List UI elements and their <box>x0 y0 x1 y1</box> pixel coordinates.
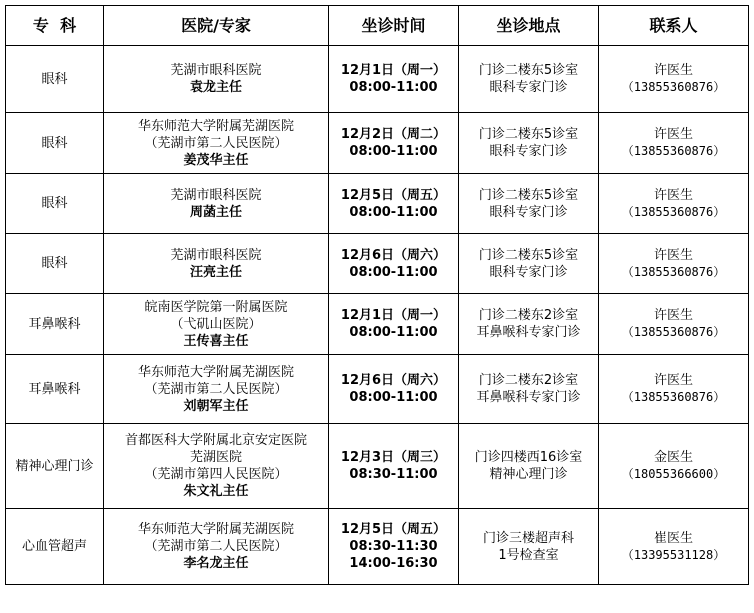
expert-name: 朱文礼主任 <box>183 484 249 499</box>
clinic-date: 12月6日（周六） <box>340 373 447 388</box>
header-contact: 联系人 <box>599 6 749 46</box>
expert-name: 汪亮主任 <box>189 264 242 280</box>
clinic-location: 门诊二楼东2诊室 <box>478 308 579 323</box>
contact-name: 许医生 <box>653 308 693 323</box>
department-cell <box>6 509 104 585</box>
department-name: 眼科 <box>41 256 68 271</box>
contact-name: 许医生 <box>653 63 693 78</box>
department-cell <box>6 174 104 234</box>
expert-name: 刘朝军主任 <box>183 398 249 414</box>
contact-cell <box>599 113 749 174</box>
hospital-name: 华东师范大学附属芜湖医院 <box>137 364 294 380</box>
contact-phone: （13395531128） <box>621 547 726 562</box>
contact-cell <box>599 46 749 113</box>
table-row <box>6 424 749 509</box>
hospital-expert-cell <box>104 294 329 355</box>
clinic-location: 耳鼻喉科专家门诊 <box>476 390 581 405</box>
hospital-name: 芜湖市眼科医院 <box>170 247 262 263</box>
contact-name: 崔医生 <box>653 530 693 546</box>
clinic-location: 门诊四楼西16诊室 <box>474 450 583 465</box>
contact-name: 许医生 <box>653 127 693 142</box>
time-cell <box>329 174 459 234</box>
contact-phone: （13855360876） <box>621 390 726 404</box>
clinic-location: 门诊二楼东5诊室 <box>478 187 579 203</box>
time-cell <box>329 424 459 509</box>
table-row <box>6 113 749 174</box>
expert-name: 姜茂华主任 <box>183 152 249 168</box>
clinic-location: 眼科专家门诊 <box>489 80 568 95</box>
hospital-name: （弋矶山医院） <box>170 316 262 332</box>
contact-name: 金医生 <box>653 450 693 465</box>
clinic-hours: 08:00-11:00 <box>349 204 438 220</box>
department-cell <box>6 113 104 174</box>
contact-phone: （13855360876） <box>621 325 726 339</box>
clinic-location: 眼科专家门诊 <box>489 264 568 280</box>
location-cell <box>459 294 599 355</box>
clinic-location: 1号检查室 <box>498 547 559 563</box>
location-cell <box>459 113 599 174</box>
hospital-name: 皖南医学院第一附属医院 <box>144 299 288 315</box>
contact-name: 许医生 <box>653 373 693 388</box>
hospital-expert-cell <box>104 234 329 294</box>
hospital-expert-cell <box>104 424 329 509</box>
hospital-name: 华东师范大学附属芜湖医院 <box>137 522 294 537</box>
hospital-name: 芜湖市眼科医院 <box>170 187 262 203</box>
clinic-location: 门诊三楼超声科 <box>482 530 574 546</box>
clinic-location: 门诊二楼东5诊室 <box>478 127 579 142</box>
clinic-date: 12月6日（周六） <box>340 247 447 263</box>
contact-cell <box>599 509 749 585</box>
table-row <box>6 234 749 294</box>
contact-name: 许医生 <box>653 247 693 263</box>
department-cell <box>6 46 104 113</box>
department-name: 耳鼻喉科 <box>28 316 81 332</box>
hospital-expert-cell <box>104 174 329 234</box>
clinic-location: 精神心理门诊 <box>489 467 568 482</box>
header-department: 专 科 <box>6 6 104 46</box>
hospital-expert-cell <box>104 509 329 585</box>
contact-cell <box>599 234 749 294</box>
hospital-name: 芜湖医院 <box>189 450 242 465</box>
contact-cell <box>599 294 749 355</box>
department-name: 眼科 <box>41 196 68 211</box>
hospital-name: （芜湖市第二人民医院） <box>144 381 288 397</box>
clinic-date: 12月1日（周一） <box>340 63 447 78</box>
hospital-expert-cell <box>104 355 329 424</box>
department-name: 眼科 <box>41 135 68 151</box>
contact-phone: （13855360876） <box>621 264 726 279</box>
location-cell <box>459 174 599 234</box>
location-cell <box>459 234 599 294</box>
clinic-location: 门诊二楼东5诊室 <box>478 247 579 263</box>
expert-name: 王传喜主任 <box>183 333 249 349</box>
hospital-expert-cell <box>104 113 329 174</box>
hospital-name: 华东师范大学附属芜湖医院 <box>137 118 294 134</box>
time-cell <box>329 234 459 294</box>
contact-cell <box>599 355 749 424</box>
clinic-location: 门诊二楼东2诊室 <box>478 373 579 388</box>
hospital-name: （芜湖市第二人民医院） <box>144 135 288 151</box>
hospital-name: 芜湖市眼科医院 <box>170 63 262 78</box>
expert-name: 周菡主任 <box>189 204 242 220</box>
department-name: 耳鼻喉科 <box>28 381 81 397</box>
location-cell <box>459 355 599 424</box>
hospital-name: 首都医科大学附属北京安定医院 <box>124 433 307 448</box>
clinic-date: 12月5日（周五） <box>340 522 447 537</box>
header-time: 坐诊时间 <box>329 6 459 46</box>
clinic-date: 12月1日（周一） <box>340 308 447 323</box>
hospital-expert-cell <box>104 46 329 113</box>
location-cell <box>459 46 599 113</box>
clinic-location: 门诊二楼东5诊室 <box>478 63 579 78</box>
header-location: 坐诊地点 <box>459 6 599 46</box>
contact-phone: （13855360876） <box>621 144 726 158</box>
clinic-date: 12月2日（周二） <box>340 127 447 142</box>
department-cell <box>6 355 104 424</box>
clinic-hours: 14:00-16:30 <box>349 556 438 571</box>
department-cell <box>6 234 104 294</box>
contact-cell <box>599 174 749 234</box>
clinic-hours: 08:00-11:00 <box>349 144 438 159</box>
time-cell <box>329 46 459 113</box>
hospital-name: （芜湖市第二人民医院） <box>144 539 288 554</box>
table-row <box>6 294 749 355</box>
contact-name: 许医生 <box>653 187 693 203</box>
expert-name: 李名龙主任 <box>183 556 249 571</box>
time-cell <box>329 113 459 174</box>
clinic-date: 12月5日（周五） <box>340 187 447 203</box>
clinic-hours: 08:30-11:30 <box>349 539 438 554</box>
clinic-hours: 08:00-11:00 <box>349 264 438 280</box>
table-header-row <box>6 6 749 46</box>
contact-phone: （13855360876） <box>621 204 726 219</box>
clinic-hours: 08:00-11:00 <box>349 390 438 405</box>
clinic-date: 12月3日（周三） <box>340 450 447 465</box>
contact-phone: （18055366600） <box>621 467 726 481</box>
time-cell <box>329 509 459 585</box>
location-cell <box>459 424 599 509</box>
clinic-hours: 08:00-11:00 <box>349 325 438 340</box>
table-row <box>6 355 749 424</box>
clinic-schedule-table <box>5 5 749 585</box>
table-row <box>6 509 749 585</box>
clinic-location: 眼科专家门诊 <box>489 144 568 159</box>
time-cell <box>329 355 459 424</box>
department-name: 精神心理门诊 <box>15 458 94 474</box>
expert-name: 袁龙主任 <box>189 80 242 95</box>
clinic-location: 眼科专家门诊 <box>489 204 568 220</box>
department-name: 眼科 <box>41 71 68 87</box>
department-cell <box>6 424 104 509</box>
clinic-hours: 08:30-11:00 <box>349 467 438 482</box>
location-cell <box>459 509 599 585</box>
clinic-hours: 08:00-11:00 <box>349 80 438 95</box>
department-name: 心血管超声 <box>21 539 87 554</box>
contact-phone: （13855360876） <box>621 80 726 94</box>
hospital-name: （芜湖市第四人民医院） <box>144 467 288 482</box>
table-row <box>6 174 749 234</box>
contact-cell <box>599 424 749 509</box>
header-hospital-expert: 医院/专家 <box>104 6 329 46</box>
time-cell <box>329 294 459 355</box>
table-row <box>6 46 749 113</box>
department-cell <box>6 294 104 355</box>
clinic-location: 耳鼻喉科专家门诊 <box>476 325 581 340</box>
